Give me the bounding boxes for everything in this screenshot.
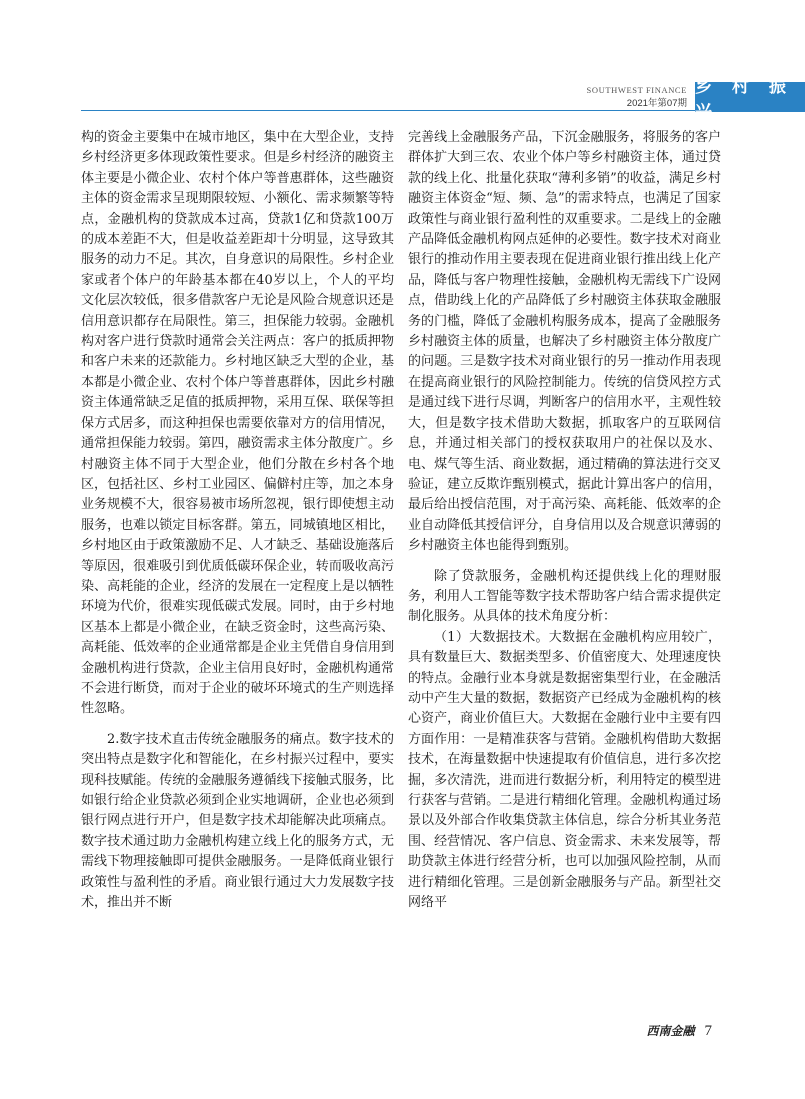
header-divider <box>81 110 695 111</box>
left-column <box>81 128 394 913</box>
journal-logo: 西南金融 <box>646 1024 695 1038</box>
paragraph: 构的资金主要集中在城市地区，集中在大型企业，支持乡村经济更多体现政策性要求。但是乡村经济的融资主体主要是小微企业、农村个体户等普惠群体，这些融资主体的资金需求呈现期限较短、小额化、需求频繁等特点，金融机构的贷款成本过高，贷款1亿和贷款100万的成本差距不大，但是收益差距却十分明显，这导致其服务的动力不足。其次，自身意识的局限性。乡村企业家或者个体户的年龄基本都在40岁以上，个人的平均文化层次较低，很多借款客户无论是风险合规意识还是信用意识都存在局限性。第三，担保能力较弱。金融机构对客户进行贷款时通常会关注两点：客户的抵质押物和客户未来的还款能力。乡村地区缺乏大型的企业，基本都是小微企业、农村个体户等普惠群体，因此乡村融资主体通常缺乏足值的抵质押物，采用互保、联保等担保方式居多，而这种担保也需要依靠对方的信用情况，通常担保能力较弱。第四，融资需求主体分散度广。乡村融资主体不同于大型企业，他们分散在乡村各个地区，包括社区、乡村工业园区、偏僻村庄等，加之本身业务规模不大，很容易被市场所忽视，银行即使想主动服务，也难以锁定目标客群。第五，同城镇地区相比，乡村地区由于政策激励不足、人才缺乏、基础设施落后等原因，很难吸引到优质低碳环保企业，转而吸收高污染、高耗能的企业，经济的发展在一定程度上是以牺牲环境为代价，很难实现低碳式发展。同时，由于乡村地区基本上都是小微企业，在缺乏资金时，这些高污染、高耗能、低效率的企业通常都是企业主凭借自身信用到金融机构进行贷款，企业主信用良好时，金融机构通常不会进行断贷，而对于企业的破坏环境式的生产则选择性忽略。 <box>81 130 394 717</box>
paragraph: 2.数字技术直击传统金融服务的痛点。数字技术的突出特点是数字化和智能化，在乡村振兴过程中，要实现科技赋能。传统的金融服务遵循线下接触式服务，比如银行给企业贷款必须到企业实地调研，企业也必须到银行网点进行开户，但是数字技术却能解决此项痛点。数字技术通过助力金融机构建立线上化的服务方式，无需线下物理接触即可提供金融服务。一是降低商业银行政策性与盈利性的矛盾。商业银行通过大力发展数字技术，推出并不断 <box>81 731 394 911</box>
page-header <box>586 77 805 122</box>
magazine-info <box>587 86 687 108</box>
section-label: 乡 村 振 兴 <box>695 82 805 112</box>
right-column <box>408 128 721 913</box>
issue-number: 2021年第07期 <box>626 97 687 109</box>
paragraph: （1）大数据技术。大数据在金融机构应用较广，具有数量巨大、数据类型多、价值密度大、处理速度快的特点。金融行业本身就是数据密集型行业，在金融活动中产生大量的数据，数据资产已经成为金融机构的核心资产，商业价值巨大。大数据在金融行业中主要有四方面作用：一是精准获客与营销。金融机构借助大数据技术，在海量数据中快速提取有价值信息，进行多次挖掘，多次清洗，进而进行数据分析，利用特定的模型进行获客与营销。二是进行精细化管理。金融机构通过场景以及外部合作收集贷款主体信息，综合分析其业务范围、经营情况、客户信息、资金需求、未来发展等，帮助贷款主体进行经营分析，也可以加强风险控制，从而进行精细化管理。三是创新金融服务与产品。新型社交网络平 <box>408 629 721 911</box>
paragraph: 除了贷款服务，金融机构还提供线上化的理财服务，利用人工智能等数字技术帮助客户结合需求提供定制化服务。从具体的技术角度分析： <box>408 568 721 625</box>
magazine-name-en: SOUTHWEST FINANCE <box>586 85 687 95</box>
paragraph: 完善线上金融服务产品，下沉金融服务，将服务的客户群体扩大到三农、农业个体户等乡村融资主体，通过贷款的线上化、批量化获取“薄利多销”的收益，满足乡村融资主体资金“短、频、急”的需求特点，也满足了国家政策性与商业银行盈利性的双重要求。二是线上的金融产品降低金融机构网点延伸的必要性。数字技术对商业银行的推动作用主要表现在促进商业银行推出线上化产品，降低与客户物理性接触，金融机构无需线下广设网点，借助线上化的产品降低了乡村融资主体获取金融服务的门槛，降低了金融机构服务成本，提高了金融服务乡村融资主体的质量，也解决了乡村融资主体分散度广的问题。三是数字技术对商业银行的另一推动作用表现在提高商业银行的风险控制能力。传统的信贷风控方式是通过线下进行尽调，判断客户的信用水平，主观性较大，但是数字技术借助大数据，抓取客户的互联网信息，并通过相关部门的授权获取用户的社保以及水、电、煤气等生活、商业数据，通过精确的算法进行交叉验证，建立反欺诈甄别模式，据此计算出客户的信用，最后给出授信范围，对于高污染、高耗能、低效率的企业自动降低其授信评分，自身信用以及合规意识薄弱的乡村融资主体也能得到甄别。 <box>408 130 721 554</box>
page-number: 7 <box>704 1023 712 1039</box>
page-footer <box>646 1022 712 1040</box>
